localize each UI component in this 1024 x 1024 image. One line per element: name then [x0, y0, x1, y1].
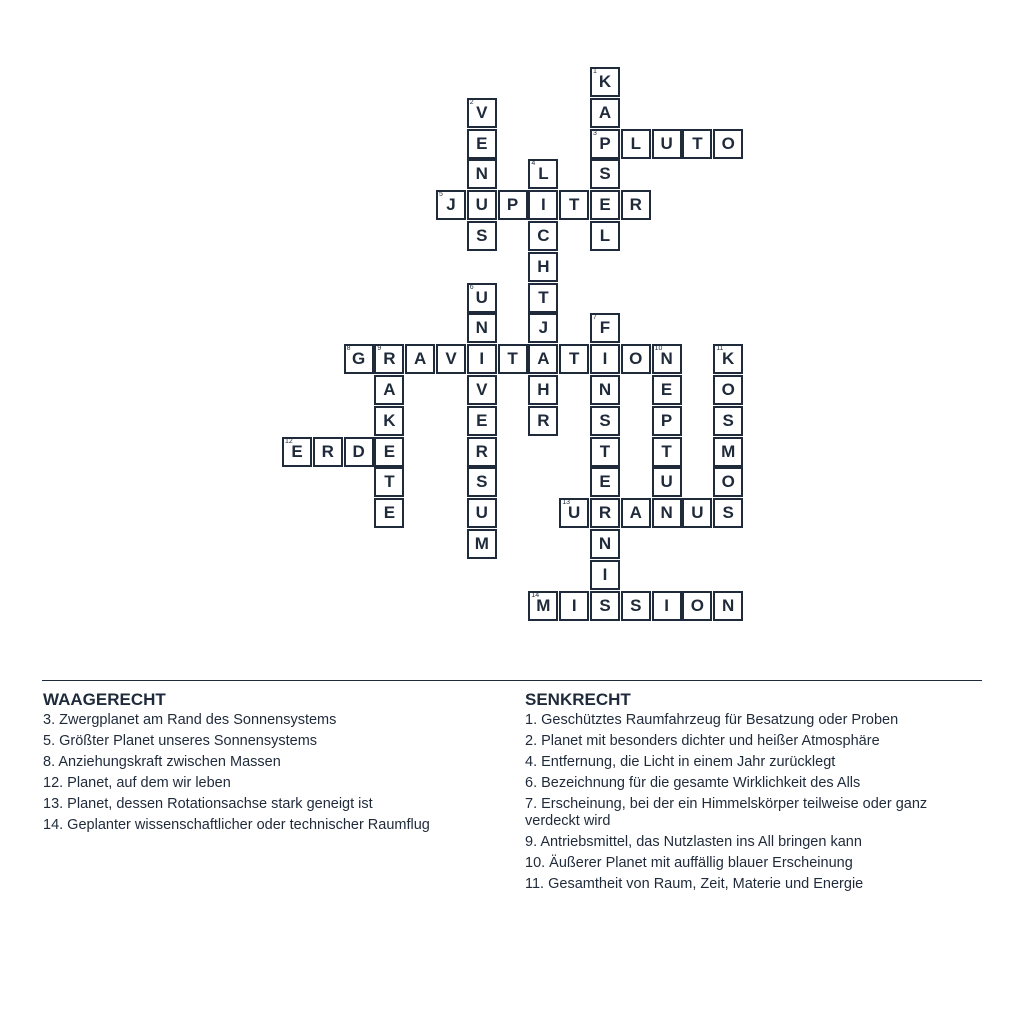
cell-letter: A: [537, 349, 550, 369]
grid-cell[interactable]: [713, 344, 743, 374]
cell-letter: E: [476, 410, 488, 430]
grid-cell[interactable]: [590, 190, 620, 220]
clue-number: 12: [285, 437, 293, 445]
grid-cell[interactable]: [282, 437, 312, 467]
cell-letter: A: [629, 503, 642, 523]
cell-letter: K: [722, 349, 735, 369]
grid-cell[interactable]: [528, 159, 558, 189]
grid-cell[interactable]: [528, 221, 558, 251]
grid-cell[interactable]: [528, 283, 558, 313]
clue-number: 8: [346, 345, 351, 353]
cell-letter: U: [568, 503, 581, 523]
grid-cell[interactable]: [467, 529, 497, 559]
cell-letter: N: [722, 595, 735, 615]
cell-letter: J: [446, 195, 456, 215]
grid-cell[interactable]: [590, 313, 620, 343]
grid-cell[interactable]: [590, 159, 620, 189]
cell-letter: T: [568, 195, 580, 215]
grid-cell[interactable]: [436, 344, 466, 374]
clue-down-4: 4. Entfernung, die Licht in einem Jahr zurücklegt: [525, 754, 836, 770]
cell-letter: A: [598, 102, 612, 122]
grid-cell[interactable]: [374, 498, 404, 528]
grid-cell[interactable]: [652, 498, 682, 528]
cell-letter: U: [475, 195, 488, 215]
cell-letter: E: [383, 441, 396, 461]
cell-letter: U: [475, 503, 488, 523]
cell-letter: N: [598, 534, 612, 553]
cell-letter: F: [599, 318, 611, 338]
cell-letter: V: [445, 349, 457, 369]
clue-down-11: 11. Gesamtheit von Raum, Zeit, Materie und Energie: [525, 876, 864, 892]
grid-cell[interactable]: [590, 129, 620, 159]
grid-cell[interactable]: [713, 467, 743, 497]
cell-letter: N: [475, 164, 488, 184]
clue-across-5: 5. Größter Planet unseres Sonnensystems: [43, 733, 318, 749]
clue-number: 13: [562, 499, 570, 507]
clue-across-8: 8. Anziehungskraft zwischen Massen: [43, 754, 281, 770]
clue-number: 6: [469, 283, 474, 291]
cell-letter: S: [476, 226, 488, 245]
cell-letter: U: [691, 503, 704, 523]
cell-letter: S: [722, 503, 734, 523]
cell-letter: O: [721, 133, 735, 153]
cell-letter: T: [507, 349, 518, 369]
across-clue-list: [43, 712, 483, 834]
grid-cell[interactable]: [467, 498, 497, 528]
grid-cell[interactable]: [713, 591, 743, 621]
clue-across-14: 14. Geplanter wissenschaftlicher oder technischer Raumflug: [43, 817, 430, 833]
down-clue-list: [525, 712, 975, 893]
clue-across-3: 3. Zwergplanet am Rand des Sonnensystems: [43, 712, 337, 728]
grid-cell[interactable]: [528, 406, 558, 436]
cell-letter: O: [690, 595, 704, 615]
grid-cell[interactable]: [590, 591, 620, 621]
grid-cell[interactable]: [682, 498, 712, 528]
cell-letter: I: [571, 595, 577, 615]
grid-cell[interactable]: [528, 591, 558, 621]
clue-down-2: 2. Planet mit besonders dichter und heißer Atmosphäre: [525, 733, 880, 749]
grid-cell[interactable]: [682, 129, 712, 159]
cell-letter: O: [629, 349, 643, 369]
clue-number: 2: [469, 98, 474, 106]
cell-letter: M: [536, 595, 551, 615]
cell-letter: I: [541, 195, 546, 215]
clue-across-12: 12. Planet, auf dem wir leben: [43, 775, 231, 791]
grid-cell[interactable]: [467, 221, 497, 251]
cell-letter: S: [599, 595, 611, 615]
divider: [42, 680, 982, 681]
grid-cell[interactable]: [374, 467, 404, 497]
grid-cell[interactable]: [374, 406, 404, 436]
grid-cell[interactable]: [652, 437, 682, 467]
cell-letter: P: [599, 133, 611, 153]
cell-letter: S: [599, 164, 611, 184]
grid-cell[interactable]: [621, 190, 651, 220]
cell-letter: I: [479, 349, 485, 369]
cell-letter: N: [660, 349, 673, 369]
grid-cell[interactable]: [467, 283, 497, 313]
grid-cell[interactable]: [590, 406, 620, 436]
clue-number: 11: [716, 345, 724, 353]
cell-letter: E: [660, 380, 673, 399]
grid-cell[interactable]: [713, 498, 743, 528]
grid-cell[interactable]: [467, 159, 497, 189]
across-clues: [43, 690, 483, 838]
grid-cell[interactable]: [652, 129, 682, 159]
grid-cell[interactable]: [467, 129, 497, 159]
clue-number: 5: [439, 191, 443, 199]
grid-cell[interactable]: [621, 591, 651, 621]
grid-cell[interactable]: [652, 375, 682, 405]
grid-cell[interactable]: [559, 591, 589, 621]
cell-letter: T: [661, 441, 672, 461]
cell-letter: L: [538, 164, 549, 184]
grid-cell[interactable]: [590, 375, 620, 405]
cell-letter: U: [660, 472, 673, 492]
cell-letter: T: [568, 349, 580, 369]
cell-letter: N: [475, 318, 488, 338]
cell-letter: I: [664, 595, 669, 615]
cell-letter: R: [537, 410, 550, 430]
cell-letter: A: [383, 380, 396, 399]
cell-letter: E: [291, 441, 303, 461]
clue-across-13: 13. Planet, dessen Rotationsachse stark geneigt ist: [43, 796, 373, 812]
cell-letter: T: [692, 133, 703, 153]
grid-cell[interactable]: [713, 437, 743, 467]
grid-cell[interactable]: [498, 344, 528, 374]
cell-letter: R: [321, 441, 334, 461]
grid-cell[interactable]: [467, 313, 497, 343]
cell-letter: L: [599, 226, 611, 245]
down-heading: SENKRECHT: [525, 690, 631, 709]
grid-cell[interactable]: [467, 437, 497, 467]
grid-cell[interactable]: [467, 98, 497, 128]
cell-letter: O: [721, 472, 735, 492]
grid-cell[interactable]: [344, 437, 374, 467]
clue-number: 1: [593, 68, 597, 75]
clue-number: 14: [531, 591, 540, 599]
grid-cell[interactable]: [528, 252, 558, 282]
cell-letter: E: [383, 503, 396, 523]
cell-letter: E: [599, 472, 611, 492]
grid-cell[interactable]: [590, 437, 620, 467]
grid-cell[interactable]: [590, 67, 620, 97]
grid-cell[interactable]: [467, 375, 497, 405]
across-heading: WAAGERECHT: [43, 690, 166, 709]
grid-cell[interactable]: [405, 344, 435, 374]
cell-letter: L: [630, 133, 641, 153]
grid-cell[interactable]: [313, 437, 343, 467]
cell-letter: V: [476, 102, 488, 122]
grid-cell[interactable]: [590, 529, 620, 559]
grid-cell[interactable]: [621, 498, 651, 528]
cell-letter: J: [538, 318, 549, 338]
grid-cell[interactable]: [590, 221, 620, 251]
clue-number: 4: [531, 160, 536, 168]
cell-letter: S: [599, 410, 611, 430]
cell-letter: C: [537, 226, 550, 245]
grid-cell[interactable]: [621, 129, 651, 159]
clue-down-7: 7. Erscheinung, bei der ein Himmelskörper teilweise oder ganz verdeckt wird: [525, 796, 928, 829]
cell-letter: M: [474, 534, 489, 553]
grid-cell[interactable]: [498, 190, 528, 220]
cell-letter: G: [351, 349, 366, 369]
cell-letter: H: [537, 380, 550, 399]
grid-cell[interactable]: [528, 375, 558, 405]
cell-letter: P: [660, 410, 673, 430]
grid-cell[interactable]: [559, 498, 589, 528]
grid-cell[interactable]: [467, 467, 497, 497]
cell-letter: S: [630, 595, 642, 615]
cell-letter: N: [598, 380, 612, 399]
cell-letter: U: [660, 133, 673, 153]
cell-letter: R: [629, 195, 642, 215]
grid-cell[interactable]: [467, 406, 497, 436]
clue-down-9: 9. Antriebsmittel, das Nutzlasten ins All bringen kann: [525, 834, 862, 850]
cell-letter: E: [476, 133, 488, 153]
grid-cell[interactable]: [621, 344, 651, 374]
grid-cell[interactable]: [559, 190, 589, 220]
cell-letter: P: [506, 195, 519, 215]
grid-cell[interactable]: [652, 406, 682, 436]
cell-letter: O: [721, 380, 735, 399]
cell-letter: H: [537, 256, 550, 276]
clue-number: 9: [377, 345, 382, 353]
grid-cell[interactable]: [528, 190, 558, 220]
cell-letter: I: [602, 564, 608, 584]
cell-letter: U: [475, 287, 488, 307]
grid-cell[interactable]: [467, 190, 497, 220]
grid-cell[interactable]: [528, 313, 558, 343]
clue-down-10: 10. Äußerer Planet mit auffällig blauer Erscheinung: [525, 855, 853, 871]
cell-letter: I: [602, 349, 608, 369]
cell-letter: E: [599, 195, 611, 215]
grid-cell[interactable]: [590, 498, 620, 528]
down-clues: [525, 690, 975, 897]
grid-cell[interactable]: [713, 129, 743, 159]
cell-letter: N: [660, 503, 673, 523]
grid-cell[interactable]: [590, 344, 620, 374]
cell-letter: K: [598, 72, 612, 91]
grid-cell[interactable]: [559, 344, 589, 374]
grid-cell[interactable]: [590, 560, 620, 590]
grid-cell[interactable]: [713, 406, 743, 436]
cell-letter: R: [598, 503, 612, 523]
cell-letter: R: [475, 441, 488, 461]
clue-number: 10: [654, 345, 663, 353]
grid-cell[interactable]: [652, 591, 682, 621]
cell-letter: K: [383, 410, 396, 430]
grid-cell[interactable]: [652, 467, 682, 497]
cell-letter: M: [721, 441, 736, 461]
grid-cell[interactable]: [590, 467, 620, 497]
cell-letter: A: [414, 349, 427, 369]
grid-cell[interactable]: [374, 375, 404, 405]
cell-letter: T: [599, 441, 611, 461]
cell-letter: T: [538, 287, 549, 307]
clue-down-6: 6. Bezeichnung für die gesamte Wirklichkeit des Alls: [525, 775, 861, 791]
grid-cell[interactable]: [713, 375, 743, 405]
grid-cell[interactable]: [682, 591, 712, 621]
grid-cell[interactable]: [374, 344, 404, 374]
cell-letter: S: [476, 472, 488, 492]
grid-cell[interactable]: [344, 344, 374, 374]
cell-letter: T: [384, 472, 395, 492]
grid-cell[interactable]: [467, 344, 497, 374]
grid-cell[interactable]: [652, 344, 682, 374]
clue-number: 3: [593, 129, 597, 137]
clue-down-1: 1. Geschütztes Raumfahrzeug für Besatzung oder Proben: [525, 712, 899, 728]
grid-cell[interactable]: [590, 98, 620, 128]
grid-cell[interactable]: [374, 437, 404, 467]
cell-letter: V: [476, 380, 488, 399]
cell-letter: D: [352, 441, 365, 461]
cell-letter: S: [722, 410, 734, 430]
grid-cell[interactable]: [528, 344, 558, 374]
grid-cell[interactable]: [436, 190, 466, 220]
clue-number: 7: [593, 314, 597, 322]
cell-letter: R: [383, 349, 396, 369]
